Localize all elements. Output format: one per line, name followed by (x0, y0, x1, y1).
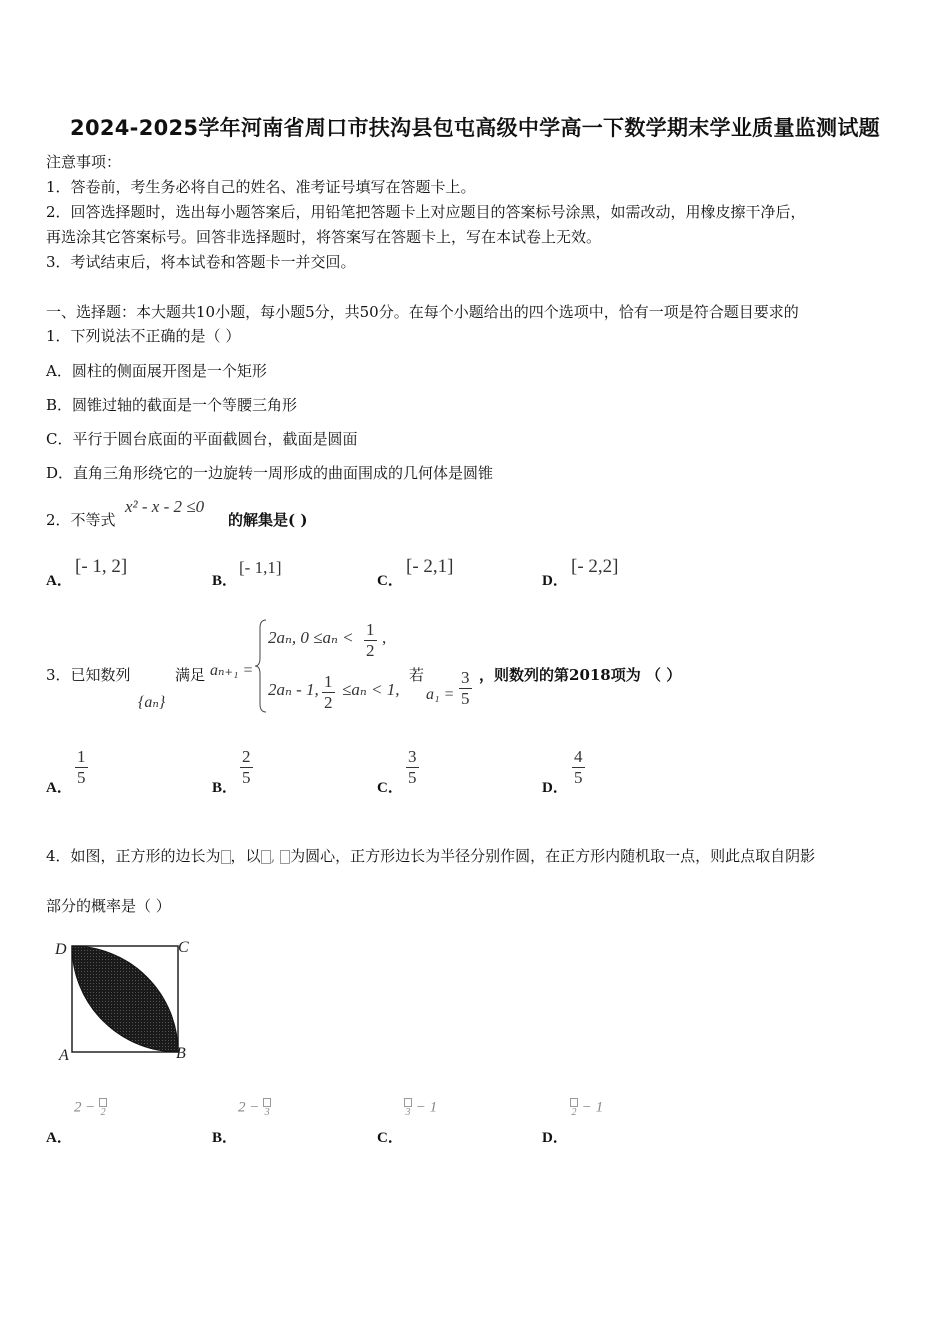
q3-a1-num: 3 (461, 668, 470, 687)
q3-case1-half-den: 2 (366, 641, 375, 660)
q4-stem-part-a: 4．如图，正方形的边长为 (46, 847, 221, 865)
fig-label-a: A (59, 1047, 69, 1064)
q3-brace-icon (254, 618, 268, 714)
q3-case1-half (364, 620, 377, 661)
q4-stem-line2: 部分的概率是（ ） (46, 897, 171, 915)
q3-option-b (240, 747, 253, 788)
q3-case2-half (322, 672, 335, 713)
q3-option-a-num: 1 (77, 747, 86, 766)
q4-missing-glyph-icon (570, 1098, 578, 1107)
q2-label-d: D． (542, 573, 568, 589)
q1-option-d: D．直角三角形绕它的一边旋转一周形成的曲面围成的几何体是圆锥 (46, 464, 494, 482)
q3-option-a-den: 5 (77, 768, 86, 787)
q4-option-a (74, 1098, 107, 1118)
q4-label-d: D． (542, 1130, 568, 1146)
q4-stem-part-b: ，以 (230, 847, 261, 865)
q1-option-c: C．平行于圆台底面的平面截圆台，截面是圆面 (46, 430, 358, 448)
q3-case2b: ≤aₙ < 1, (342, 680, 400, 699)
q2-number: 2．不等式 (46, 511, 116, 529)
q4-option-a-text: 2 − (74, 1099, 100, 1116)
fig-label-c: C (178, 939, 189, 956)
section-heading: 一、选择题：本大题共10小题，每小题5分，共50分。在每个小题给出的四个选项中，恰有一项是符合题目要求的 (46, 303, 799, 321)
notice-item-2a: 2．回答选择题时，选出每小题答案后，用铅笔把答题卡上对应题目的答案标号涂黑，如需改动，用橡皮擦干净后， (46, 203, 806, 221)
q2-tail: 的解集是( ) (228, 511, 308, 529)
q3-case2-half-den: 2 (324, 693, 333, 712)
q3-option-a (75, 747, 88, 788)
q3-option-c (406, 747, 419, 788)
q2-option-d: [- 2,2] (571, 556, 619, 577)
q3-option-c-den: 5 (408, 768, 417, 787)
q4-stem-part-c: 为圆心，正方形边长为半径分别作圆，在正方形内随机取一点，则此点取自阴影 (290, 847, 816, 865)
q2-inequality: x² - x - 2 ≤0 (125, 497, 205, 516)
q4-missing-glyph-icon (221, 850, 231, 864)
page-title: 2024-2025学年河南省周口市扶沟县包屯高级中学高一下数学期末学业质量监测试题 (70, 116, 880, 140)
notice-item-1: 1．答卷前，考生务必将自己的姓名、准考证号填写在答题卡上。 (46, 178, 476, 196)
q4-missing-glyph-icon (404, 1098, 412, 1107)
q4-missing-glyph-icon (280, 850, 290, 864)
q4-missing-glyph-icon (263, 1098, 271, 1107)
q2-option-c: [- 2,1] (406, 556, 454, 577)
q4-missing-glyph-icon (99, 1098, 107, 1107)
q3-case2: 2aₙ - 1, (268, 680, 319, 699)
fig-label-b: B (176, 1045, 186, 1062)
q3-option-b-den: 5 (242, 768, 251, 787)
q2-option-a: [- 1, 2] (75, 556, 128, 577)
q4-figure (50, 934, 200, 1066)
q3-a1-value (459, 668, 472, 709)
q2-label-c: C． (377, 573, 403, 589)
q3-satisfy: 满足 (175, 666, 206, 684)
q3-case2-half-num: 1 (324, 672, 333, 691)
q3-label-a: A． (46, 780, 72, 796)
q3-case1: 2aₙ, 0 ≤aₙ < (268, 628, 354, 647)
q2-option-b: [- 1,1] (239, 558, 282, 577)
q4-option-b (238, 1098, 271, 1118)
q3-label-d: D． (542, 780, 568, 796)
q3-if: 若 (409, 666, 425, 684)
q4-option-b-text: 2 − (238, 1099, 264, 1116)
q3-option-c-num: 3 (408, 747, 417, 766)
q1-stem: 1．下列说法不正确的是（ ） (46, 327, 241, 345)
q3-label-b: B． (212, 780, 238, 796)
q4-label-c: C． (377, 1130, 403, 1146)
q3-label-c: C． (377, 780, 403, 796)
q4-stem-line1: 4．如图，正方形的边长为 ，以 , 为圆心，正方形边长为半径分别作圆，在正方形内随机取一点，则此点取自阴影 (46, 847, 816, 865)
q4-missing-glyph-icon (261, 850, 271, 864)
q4-option-c-den: 3 (405, 1107, 411, 1118)
q3-option-b-num: 2 (242, 747, 251, 766)
q3-lhs: aₙ₊₁ = (210, 662, 254, 679)
q3-tail: ，则数列的第2018项为 （ ） (479, 666, 682, 684)
q4-option-a-den: 2 (100, 1107, 106, 1118)
q1-option-a: A．圆柱的侧面展开图是一个矩形 (46, 362, 267, 380)
q4-option-d-den: 2 (571, 1107, 577, 1118)
notice-item-2b: 再选涂其它答案标号。回答非选择题时，将答案写在答题卡上，写在本试卷上无效。 (46, 228, 602, 246)
q3-number: 3．已知数列 (46, 666, 131, 684)
q3-sequence: {aₙ} (138, 694, 166, 711)
notice-item-3: 3．考试结束后，将本试卷和答题卡一并交回。 (46, 253, 356, 271)
q4-option-b-den: 3 (264, 1107, 270, 1118)
q4-option-c (404, 1098, 437, 1118)
q3-a1-den: 5 (461, 689, 470, 708)
q3-option-d-num: 4 (574, 747, 583, 766)
shaded-lens (72, 946, 178, 1052)
q3-option-d-den: 5 (574, 768, 583, 787)
q1-option-b: B．圆锥过轴的截面是一个等腰三角形 (46, 396, 298, 414)
fig-label-d: D (55, 941, 67, 958)
q3-a1: a₁ = (426, 686, 455, 703)
q4-option-d-text: − 1 (578, 1099, 604, 1116)
q4-option-d (570, 1098, 603, 1118)
q2-label-b: B． (212, 573, 238, 589)
notice-heading: 注意事项： (46, 153, 122, 171)
q4-option-c-text: − 1 (412, 1099, 438, 1116)
q3-case1-half-num: 1 (366, 620, 375, 639)
q4-label-b: B． (212, 1130, 238, 1146)
q4-label-a: A． (46, 1130, 72, 1146)
q2-label-a: A． (46, 573, 72, 589)
q3-option-d (572, 747, 585, 788)
